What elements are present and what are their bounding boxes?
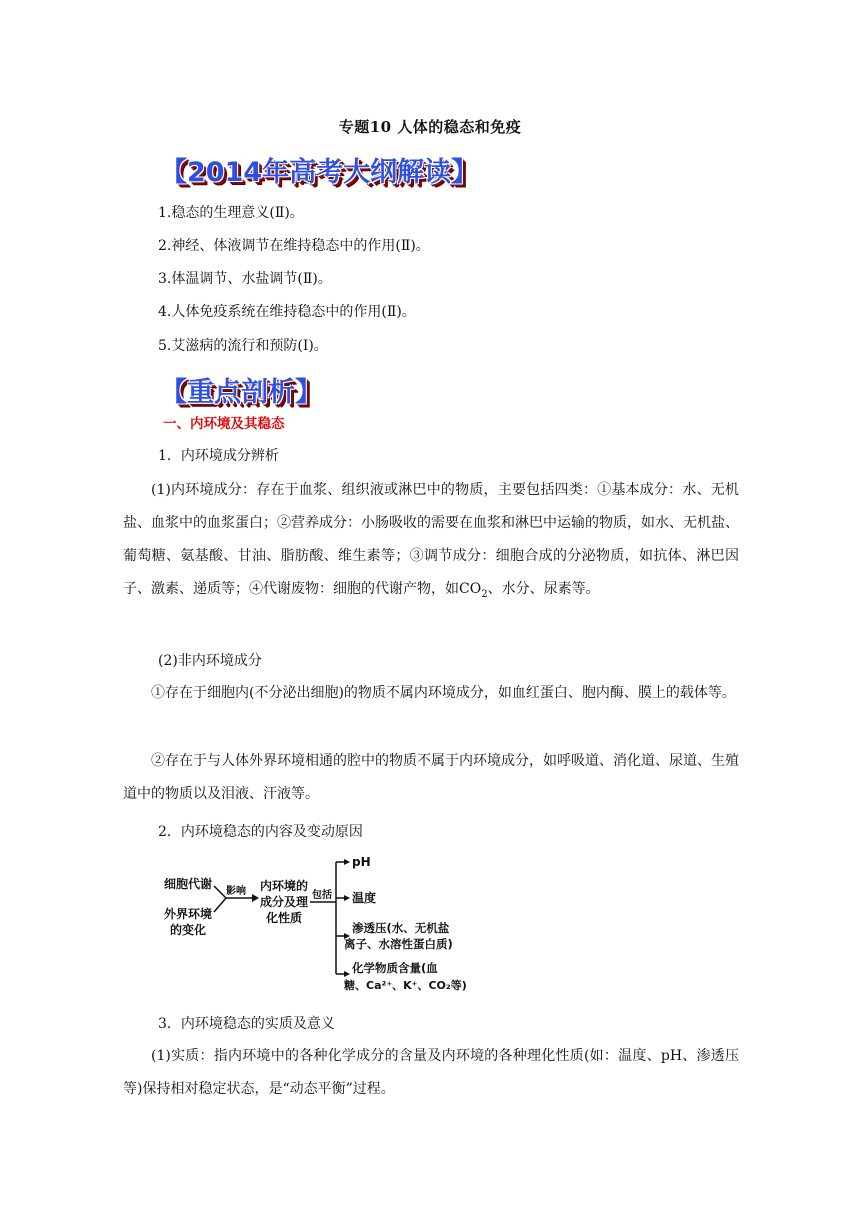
outline-item-1: 1.稳态的生理意义(Ⅱ)。: [158, 205, 304, 221]
banner-outline: 【2014年高考大纲解读】: [160, 157, 479, 188]
outline-item-2: 2.神经、体液调节在维持稳态中的作用(Ⅱ)。: [158, 238, 430, 254]
subheading-1: 1．内环境成分辨析: [158, 448, 279, 464]
outline-item-3: 3.体温调节、水盐调节(Ⅱ)。: [158, 271, 332, 287]
diagram-center-2: 成分及理: [260, 895, 309, 909]
diagram-branch-chemical-1: 化学物质含量(血: [352, 961, 438, 975]
paragraph-components: (1)内环境成分：存在于血浆、组织液或淋巴中的物质，主要包括四类：①基本成分：水、无机盐、血浆中的血浆蛋白；②营养成分：小肠吸收的需要在血浆和淋巴中运输的物质，如水、无机盐、葡萄糖、氨基酸、甘油、脂肪酸、维生素等；③调节成分：细胞合成的分泌物质，如抗体、淋巴因子、激素、递质等；④代谢废物：细胞的代谢产物，如$CO_2$、水分、尿素等。: [123, 482, 739, 600]
section-heading: 一、内环境及其稳态: [163, 416, 285, 432]
diagram-converge-lines: [214, 886, 226, 912]
diagram-source-environment: 外界环境: [164, 907, 213, 921]
outline-item-5: 5.艾滋病的流行和预防(Ⅰ)。: [158, 338, 328, 354]
diagram-center-3: 化性质: [266, 911, 303, 925]
subheading-2: 2．内环境稳态的内容及变动原因: [158, 824, 363, 840]
banner-key-analysis: 【重点剖析】: [160, 377, 322, 408]
paragraph-intracellular: ①存在于细胞内(不分泌出细胞)的物质不属内环境成分，如血红蛋白、胞内酶、膜上的载体等。: [151, 685, 736, 701]
outline-item-4: 4.人体免疫系统在维持稳态中的作用(Ⅱ)。: [158, 304, 416, 320]
diagram-arrowhead-influence: [252, 894, 259, 902]
diagram-center-1: 内环境的: [260, 879, 309, 893]
diagram-branch-osmotic-2: 离子、水溶性蛋白质): [344, 937, 453, 951]
paragraph-essence: (1)实质：指内环境中的各种化学成分的含量及内环境的各种理化性质(如：温度、pH、渗透压等)保持相对稳定状态，是“动态平衡”过程。: [123, 1048, 739, 1097]
page-title: 专题10 人体的稳态和免疫: [338, 118, 522, 136]
homeostasis-diagram: [160, 850, 490, 1000]
diagram-branch-ph: pH: [352, 855, 371, 869]
paragraph-non-components: (2)非内环境成分: [158, 653, 262, 669]
diagram-label-influence: 影响: [226, 886, 246, 897]
diagram-branch-temperature: 温度: [352, 891, 377, 905]
subheading-3: 3．内环境稳态的实质及意义: [158, 1016, 335, 1032]
diagram-branch-chemical-2: 糖、Ca²⁺、K⁺、CO₂等): [344, 979, 467, 992]
diagram-label-include: 包括: [312, 890, 332, 901]
paragraph-cavity: ②存在于与人体外界环境相通的腔中的物质不属于内环境成分，如呼吸道、消化道、尿道、生殖道中的物质以及泪液、汗液等。: [123, 753, 739, 802]
diagram-branch-osmotic-1: 渗透压(水、无机盐: [352, 921, 450, 935]
diagram-source-metabolism: 细胞代谢: [164, 877, 213, 891]
diagram-source-change: 的变化: [170, 923, 207, 937]
